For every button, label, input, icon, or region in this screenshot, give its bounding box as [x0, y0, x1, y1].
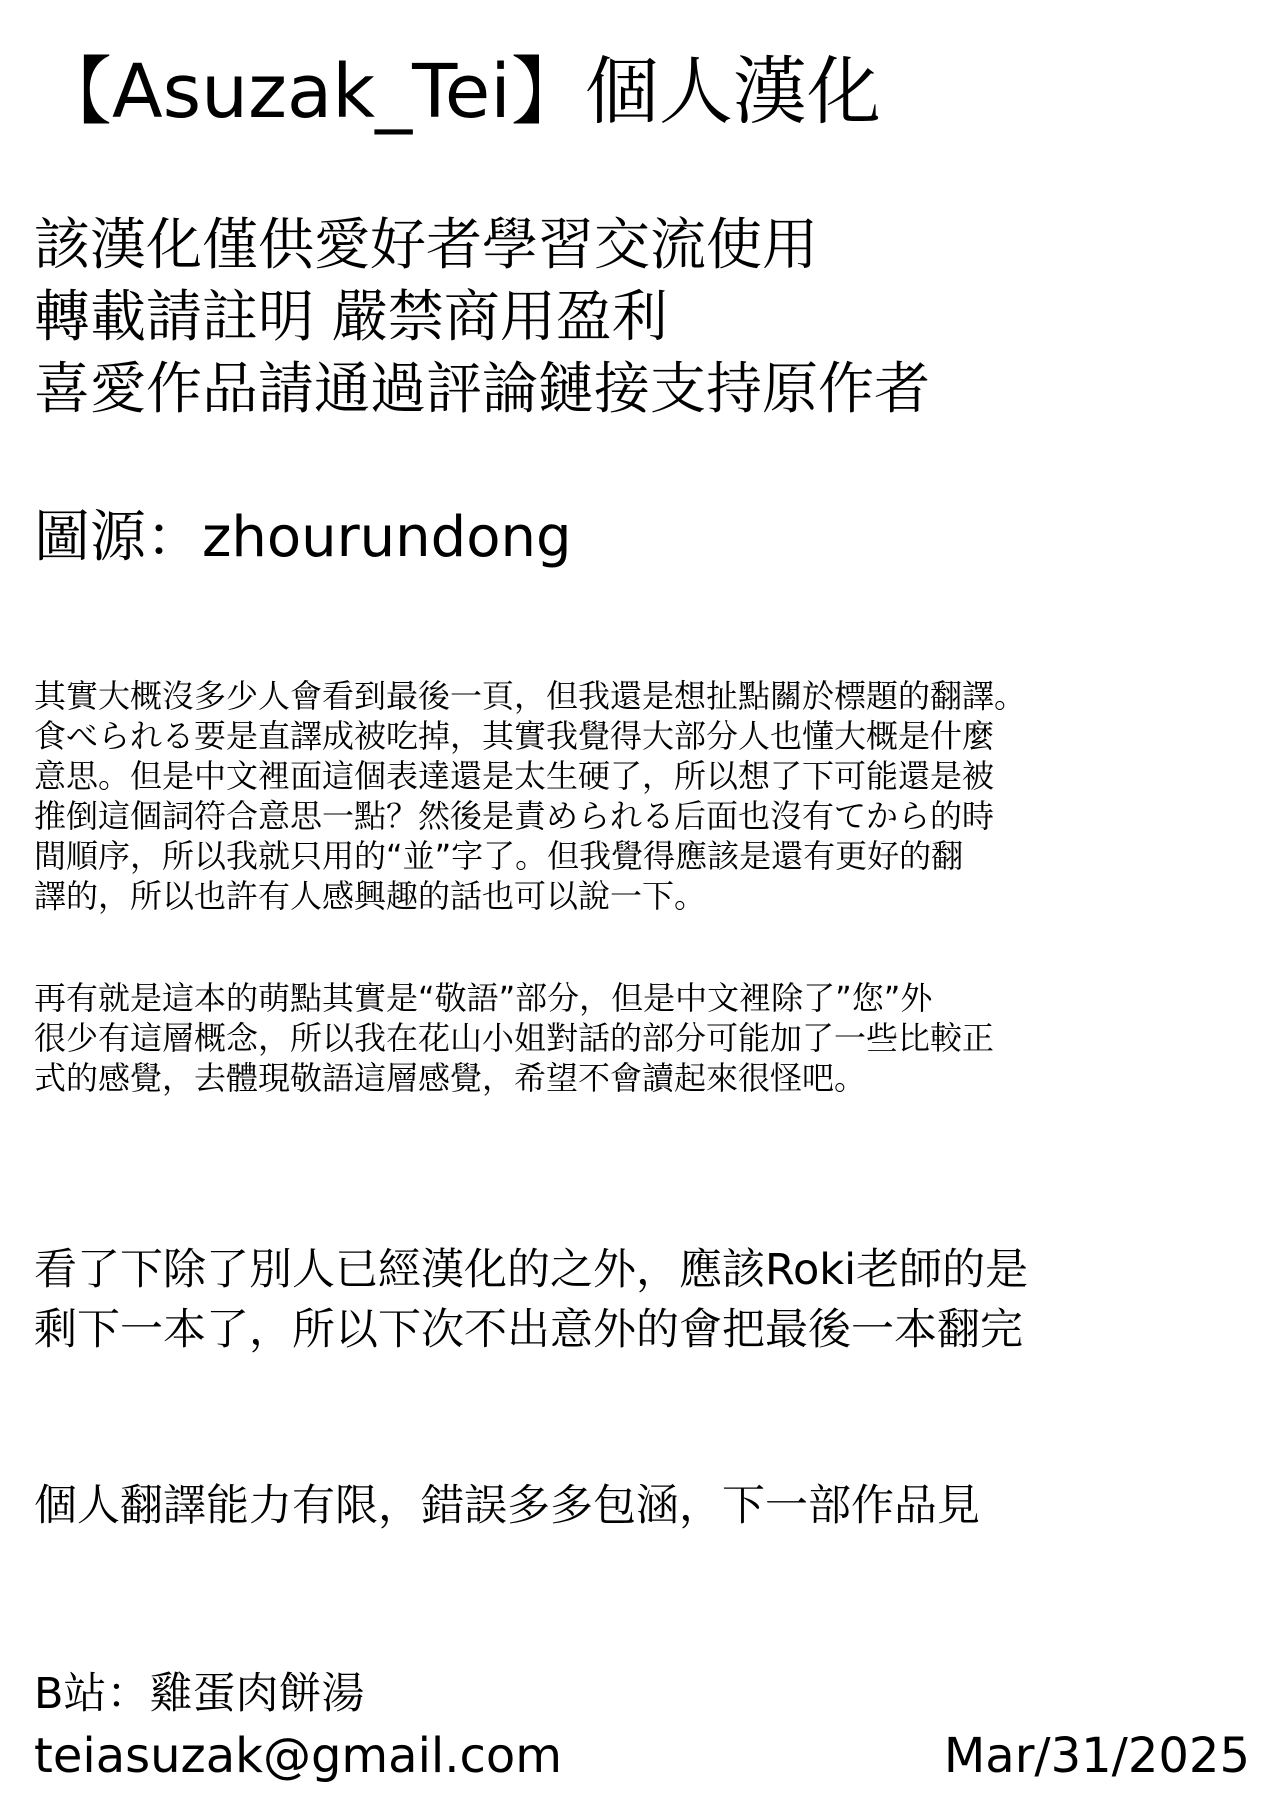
paragraph-line: 間順序，所以我就只用的“並”字了。但我覺得應該是還有更好的翻	[34, 837, 964, 875]
paragraph-line: 譯的，所以也許有人感興趣的話也可以說一下。	[34, 877, 707, 915]
contact-email: teiasuzak@gmail.com	[34, 1728, 563, 1784]
release-date: Mar/31/2025	[943, 1728, 1250, 1784]
note-line: 剩下一本了，所以下次不出意外的會把最後一本翻完	[34, 1305, 1023, 1355]
paragraph-line: 式的感覺，去體現敬語這層感覺，希望不會讀起來很怪吧。	[34, 1059, 867, 1097]
notice-line: 該漢化僅供愛好者學習交流使用	[34, 213, 818, 278]
note-line: 看了下除了別人已經漢化的之外，應該Roki老師的是	[34, 1245, 1029, 1295]
farewell-text: 個人翻譯能力有限，錯誤多多包涵，下一部作品見	[34, 1481, 980, 1531]
next-work-note	[34, 1240, 1028, 1360]
honorific-note-paragraph	[34, 978, 994, 1098]
image-source: 圖源：zhourundong	[34, 505, 572, 570]
notice-line: 喜愛作品請通過評論鏈接支持原作者	[34, 357, 930, 422]
notice-line: 轉載請註明 嚴禁商用盈利	[34, 285, 668, 350]
paragraph-line: 其實大概沒多少人會看到最後一頁，但我還是想扯點關於標題的翻譯。	[34, 677, 1027, 715]
paragraph-line: 很少有這層概念，所以我在花山小姐對話的部分可能加了一些比較正	[34, 1019, 995, 1057]
paragraph-line: 食べられる要是直譯成被吃掉，其實我覺得大部分人也懂大概是什麼	[34, 717, 995, 755]
translation-note-paragraph	[34, 676, 1026, 916]
paragraph-line: 推倒這個詞符合意思一點？然後是責められる后面也沒有てから的時	[34, 797, 995, 835]
paragraph-line: 再有就是這本的萌點其實是“敬語”部分，但是中文裡除了”您”外	[34, 979, 933, 1017]
paragraph-line: 意思。但是中文裡面這個表達還是太生硬了，所以想了下可能還是被	[34, 757, 995, 795]
page-title: 【Asuzak_Tei】個人漢化	[38, 49, 881, 135]
usage-notice	[34, 210, 930, 426]
bilibili-account: B站：雞蛋肉餅湯	[34, 1669, 365, 1719]
